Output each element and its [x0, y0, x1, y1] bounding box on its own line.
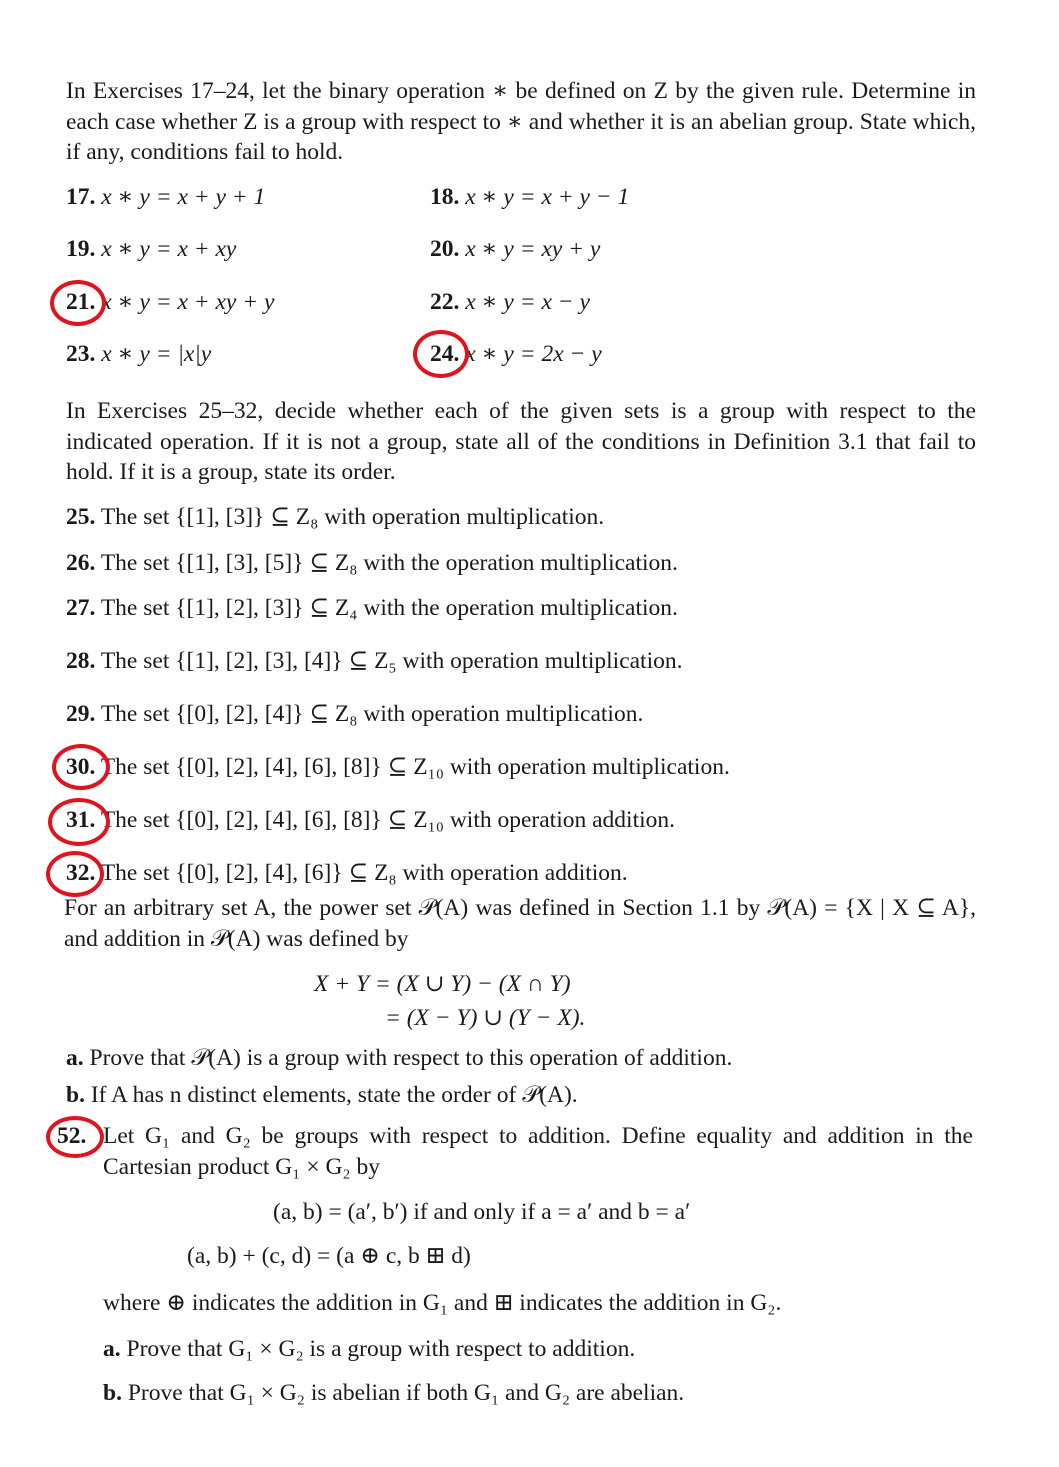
exercise-number: 19.: [66, 236, 96, 262]
power-set-part-b: [66, 1080, 578, 1110]
exercise-30: [66, 752, 730, 782]
exercise-17: [66, 182, 265, 212]
part-text: If A has n distinct elements, state the order of 𝒫(A).: [90, 1082, 578, 1108]
exercise-text: The set {[0], [2], [4], [6]} ⊆ Z₈ with operation addition.: [100, 860, 628, 886]
equation-addition: (a, b) + (c, d) = (a ⊕ c, b ⊞ d): [187, 1243, 471, 1269]
part-text: Prove that 𝒫(A) is a group with respect to this operation of addition.: [89, 1045, 733, 1071]
exercise-number: 20.: [430, 236, 460, 262]
part-label: b.: [103, 1380, 122, 1406]
exercise-52-text: Let G₁ and G₂ be groups with respect to addition. Define equality and addition in the Cartesian product G₁ × G₂ by: [103, 1123, 973, 1180]
exercise-52-number: 52.: [57, 1123, 87, 1149]
exercise-expression: x ∗ y = x + y − 1: [465, 184, 630, 210]
exercise-number: 22.: [430, 289, 460, 315]
part-label: a.: [103, 1336, 121, 1362]
exercise-21: [66, 287, 274, 317]
exercise-19: [66, 234, 236, 264]
exercise-52-part-a: [103, 1334, 635, 1364]
equation-symmetric-difference-2: = (X − Y) ∪ (Y − X).: [385, 1005, 586, 1031]
exercise-number: 17.: [66, 184, 96, 210]
part-label: b.: [66, 1082, 85, 1108]
part-text: Prove that G₁ × G₂ is abelian if both G₁ and G₂ are abelian.: [127, 1380, 685, 1406]
intro-exercises-25-32: In Exercises 25–32, decide whether each of the given sets is a group with respect to the indicated operation. If it is not a group, state all of the conditions in Definition 3.1 that fail to hold. If it is a group, state its order.: [66, 398, 976, 485]
exercise-text: The set {[1], [2], [3]} ⊆ Z₄ with the operation multiplication.: [100, 595, 678, 621]
exercise-expression: x ∗ y = x + y + 1: [101, 184, 266, 210]
part-text: Prove that G₁ × G₂ is a group with respect to addition.: [126, 1336, 636, 1362]
exercise-expression: x ∗ y = xy + y: [465, 236, 601, 262]
power-set-part-a: [66, 1043, 732, 1073]
exercise-number: 25.: [66, 504, 96, 530]
exercise-number: 24.: [430, 341, 460, 367]
exercise-text: The set {[0], [2], [4], [6], [8]} ⊆ Z₁₀ with operation multiplication.: [100, 754, 730, 780]
exercise-number: 23.: [66, 341, 96, 367]
exercise-expression: x ∗ y = x + xy: [101, 236, 237, 262]
exercise-27: [66, 593, 678, 623]
exercise-25: [66, 502, 604, 532]
exercise-expression: x ∗ y = x + xy + y: [101, 289, 275, 315]
exercise-text: The set {[1], [3], [5]} ⊆ Z₈ with the operation multiplication.: [100, 550, 678, 576]
equation-equality: (a, b) = (a′, b′) if and only if a = a′ and b = a′: [273, 1199, 691, 1225]
exercise-31: [66, 805, 675, 835]
part-label: a.: [66, 1045, 84, 1071]
intro-exercises-17-24: In Exercises 17–24, let the binary operation ∗ be defined on Z by the given rule. Determine in each case whether Z is a group with respect to ∗ and whether it is an abelian group. State which, if any, conditions fail to hold.: [66, 78, 976, 165]
exercise-18: [430, 182, 629, 212]
exercise-text: The set {[1], [2], [3], [4]} ⊆ Z₅ with operation multiplication.: [100, 648, 683, 674]
exercise-52-part-b: [103, 1378, 684, 1408]
equation-symmetric-difference-1: X + Y = (X ∪ Y) − (X ∩ Y): [314, 971, 571, 997]
exercise-number: 27.: [66, 595, 96, 621]
exercise-text: The set {[1], [3]} ⊆ Z₈ with operation multiplication.: [100, 504, 605, 530]
exercise-number: 29.: [66, 701, 96, 727]
where-text: where ⊕ indicates the addition in G₁ and ⊞ indicates the addition in G₂.: [103, 1290, 782, 1316]
exercise-expression: x ∗ y = x − y: [465, 289, 590, 315]
exercise-23: [66, 339, 211, 369]
exercise-number: 18.: [430, 184, 460, 210]
exercise-22: [430, 287, 590, 317]
exercise-number: 26.: [66, 550, 96, 576]
exercise-text: The set {[0], [2], [4]} ⊆ Z₈ with operation multiplication.: [100, 701, 644, 727]
exercise-number: 32.: [66, 860, 96, 886]
exercise-number: 30.: [66, 754, 96, 780]
exercise-text: The set {[0], [2], [4], [6], [8]} ⊆ Z₁₀ with operation addition.: [100, 807, 676, 833]
exercise-number: 31.: [66, 807, 96, 833]
exercise-expression: x ∗ y = |x|y: [101, 341, 212, 367]
exercise-28: [66, 646, 683, 676]
exercise-24: [430, 339, 602, 369]
power-set-intro: For an arbitrary set A, the power set 𝒫(A) was defined in Section 1.1 by 𝒫(A) = {X | X ⊆ A}, and addition in 𝒫(A) was defined by: [64, 895, 976, 952]
exercise-number: 28.: [66, 648, 96, 674]
exercise-26: [66, 548, 678, 578]
exercise-32: [66, 858, 628, 888]
exercise-29: [66, 699, 643, 729]
exercise-20: [430, 234, 600, 264]
exercise-expression: x ∗ y = 2x − y: [465, 341, 602, 367]
exercise-number: 21.: [66, 289, 96, 315]
